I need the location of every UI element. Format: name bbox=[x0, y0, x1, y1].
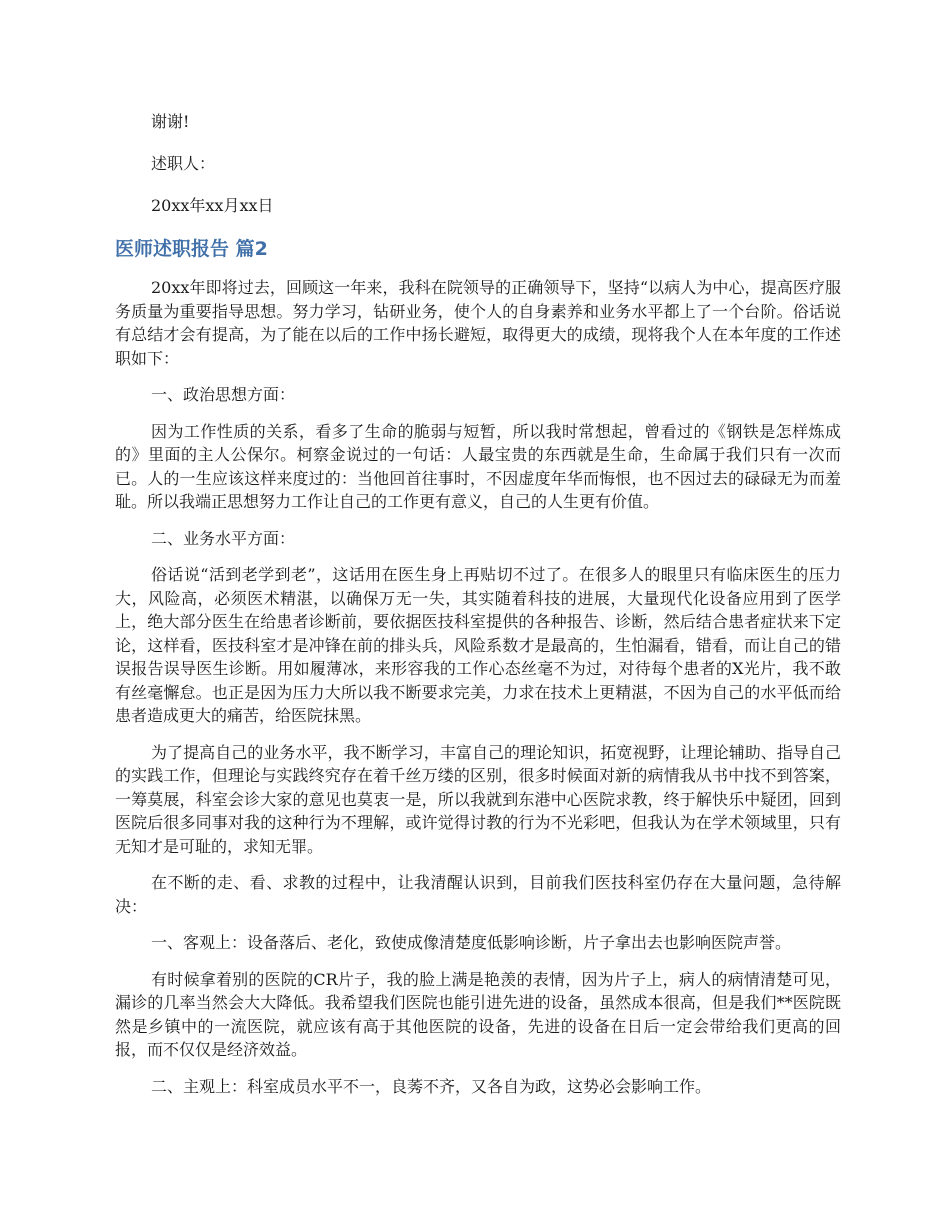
section-heading: 医师述职报告 篇2 bbox=[115, 238, 268, 260]
subheading-professional: 二、业务水平方面： bbox=[151, 528, 296, 548]
paragraph-political: 因为工作性质的关系，看多了生命的脆弱与短暂，所以我时常想起，曾看过的《钢铁是怎样炼成的》里面的主人公保尔。柯察金说过的一句话：人最宝贵的东西就是生命，生命属于我们只有一次而已。人的一生应该这样来度过的：当他回首往事时，不因虚度年华而悔恨，也不因过去的碌碌无为而羞耻。所以我端正思想努力工作让自己的工作更有意义，自己的人生更有价值。 bbox=[115, 421, 841, 511]
paragraph-subjective: 二、主观上：科室成员水平不一，良莠不齐，又各自为政，这势必会影响工作。 bbox=[151, 1076, 712, 1096]
paragraph-equipment: 有时候拿着别的医院的CR片子，我的脸上满是艳羡的表情，因为片子上，病人的病情清楚可见，漏诊的几率当然会大大降低。我希望我们医院也能引进先进的设备，虽然成本很高，但是我们**医院既然是乡镇中的一流医院，就应该有高于其他医院的设备，先进的设备在日后一定会带给我们更高的回报，而不仅仅是经济效益。 bbox=[115, 969, 841, 1059]
subheading-political: 一、政治思想方面： bbox=[151, 385, 296, 404]
paragraph-learning: 为了提高自己的业务水平，我不断学习，丰富自己的理论知识，拓宽视野，让理论辅助、指导自己的实践工作，但理论与实践终究存在着千丝万缕的区别，很多时候面对新的病情我从书中找不到答案，一筹莫展，科室会诊大家的意见也莫衷一是，所以我就到东港中心医院求教，终于解快乐中疑团，回到医院后很多同事对我的这种行为不理解，或许觉得讨教的行为不光彩吧，但我认为在学术领域里，只有无知才是可耻的，求知无罪。 bbox=[115, 742, 841, 856]
paragraph-objective: 一、客观上：设备落后、老化，致使成像清楚度低影响诊断，片子拿出去也影响医院声誉。 bbox=[151, 933, 792, 952]
paragraph-professional: 俗话说“活到老学到老”，这话用在医生身上再贴切不过了。在很多人的眼里只有临床医生的压力大，风险高，必须医术精湛，以确保万无一失，其实随着科技的进展，大量现代化设备应用到了医学上，绝大部分医生在给患者诊断前，要依据医技科室提供的各种报告、诊断，然后结合患者症状来下定论，这样看，医技科室才是冲锋在前的排头兵，风险系数才是最高的，生怕漏看，错看，而让自己的错误报告误导医生诊断。用如履薄冰，来形容我的工作心态丝毫不为过，对待每个患者的X光片，我不敢有丝毫懈怠。也正是因为压力大所以我不断要求完美，力求在技术上更精湛，不因为自己的水平低而给患者造成更大的痛苦，给医院抹黑。 bbox=[115, 565, 841, 725]
paragraph-intro: 20xx年即将过去，回顾这一年来，我科在院领导的正确领导下，坚持“以病人为中心，提高医疗服务质量为重要指导思想。努力学习，钻研业务，使个人的自身素养和业务水平都上了一个台阶。俗话说有总结才会有提高，为了能在以后的工作中扬长避短，取得更大的成绩，现将我个人在本年度的工作述职如下： bbox=[115, 278, 841, 368]
report-date: 20xx年xx月xx日 bbox=[151, 196, 274, 215]
reporter-label: 述职人： bbox=[151, 154, 216, 173]
closing-thanks: 谢谢! bbox=[151, 112, 190, 131]
paragraph-problems: 在不断的走、看、求教的过程中，让我清醒认识到，目前我们医技科室仍存在大量问题，急待解决： bbox=[115, 873, 841, 916]
document-page bbox=[115, 108, 841, 1111]
